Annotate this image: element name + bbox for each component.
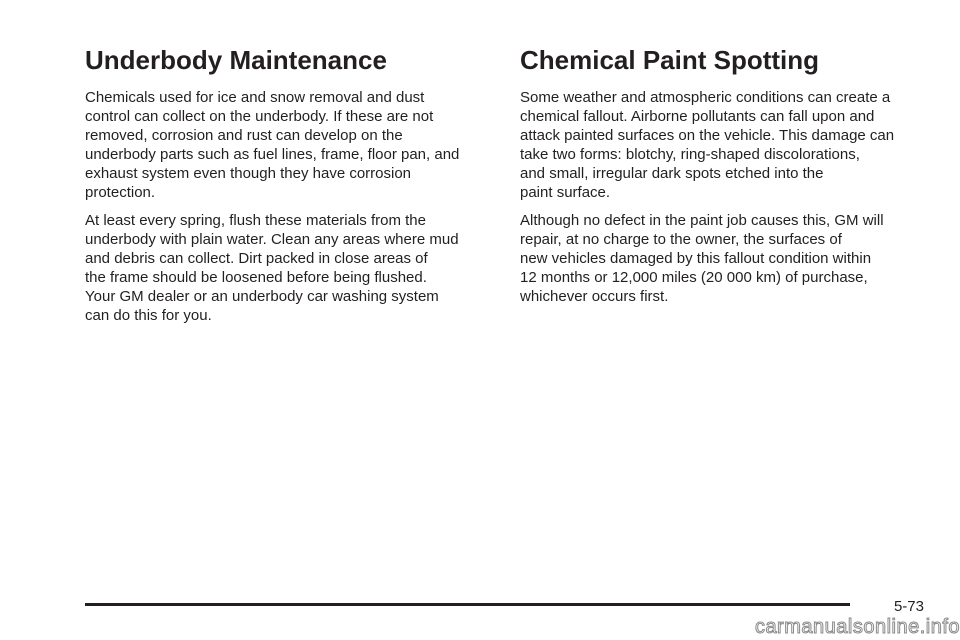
paint-spotting-paragraph-1: Some weather and atmospheric conditions can create a chemical fallout. Airborne pollutants can fall upon and attack painted surfaces on the vehicle. This damage can take two forms: blotchy, ring-shaped discolorations, and small, irregular dark spots etched into the paint surface.: [520, 89, 895, 201]
chemical-paint-spotting-section: [520, 44, 930, 315]
underbody-maintenance-heading: Underbody Maintenance: [85, 45, 387, 75]
page-number: 5-73: [893, 598, 924, 615]
watermark-text: carmanualsonline.info: [754, 616, 960, 638]
paint-spotting-paragraph-2: Although no defect in the paint job causes this, GM will repair, at no charge to the owner, the surfaces of new vehicles damaged by this fallout condition within 12 months or 12,000 miles (20 000 km) of purchase, whichever occurs first.: [520, 212, 884, 305]
underbody-paragraph-2: At least every spring, flush these materials from the underbody with plain water. Clean any areas where mud and debris can collect. Dirt packed in close areas of the frame should be loosened before being flushed. Your GM dealer or an underbody car washing system can do this for you.: [85, 212, 459, 324]
underbody-maintenance-section: [85, 44, 495, 334]
underbody-paragraph-1: Chemicals used for ice and snow removal and dust control can collect on the underbody. If these are not removed, corrosion and rust can develop on the underbody parts such as fuel lines, frame, floor pan, and exhaust system even though they have corrosion protection.: [85, 89, 460, 201]
footer-divider: [85, 603, 850, 606]
chemical-paint-spotting-heading: Chemical Paint Spotting: [520, 45, 820, 75]
